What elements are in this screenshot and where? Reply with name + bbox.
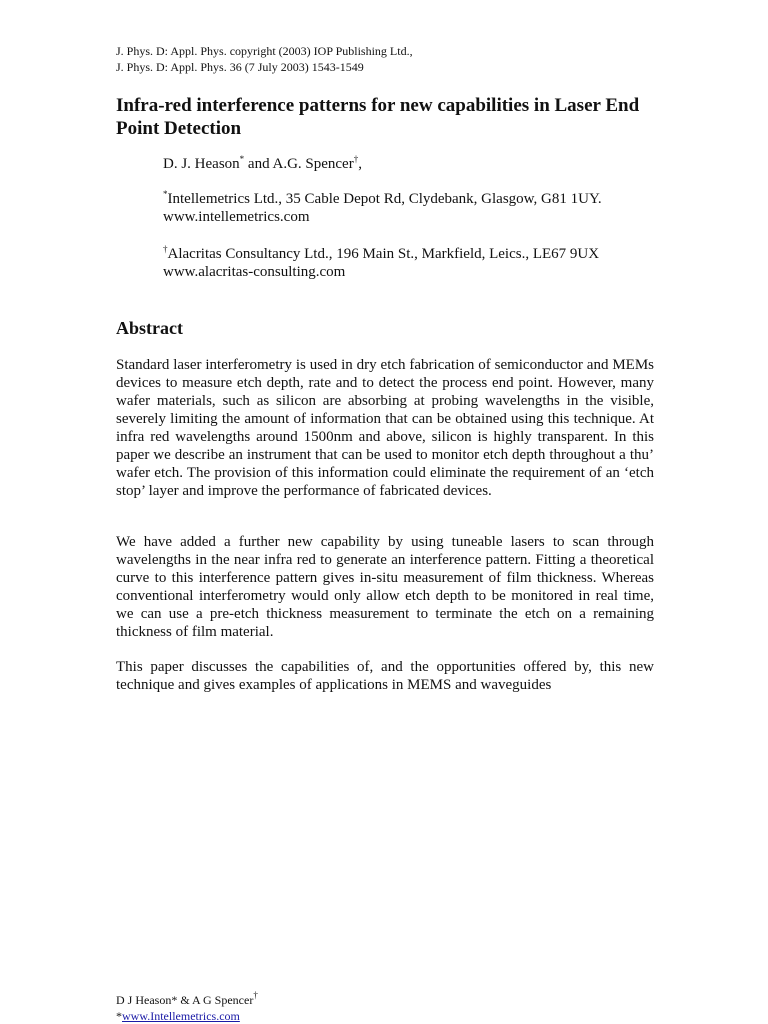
author-1-name: D. J. Heason: [163, 156, 240, 172]
author-1-mark: *: [239, 154, 245, 164]
author-list-trailing: ,: [358, 156, 362, 172]
page-footer: [116, 992, 258, 1024]
footer-authors: D J Heason* & A G Spencer: [116, 993, 254, 1007]
author-connector: and A.G. Spencer: [244, 156, 354, 172]
affiliation-1: [163, 190, 602, 226]
abstract-paragraph-1: Standard laser interferometry is used in dry etch fabrication of semiconductor and MEMs devices to measure etch depth, rate and to detect the process end point. However, many wafer materials, such as silicon are absorbing at probing wavelengths in the visible, severely limiting the amount of information that can be obtained using this technique. At infra red wavelengths around 1500nm and above, silicon is highly transparent. In this paper we describe an instrument that can be used to monitor etch depth throughout a thu’ wafer etch. The provision of this information could eliminate the requirement of an ‘etch stop’ layer and improve the performance of fabricated devices.: [116, 357, 654, 499]
paper-page: [116, 0, 654, 1024]
affiliation-2-mark: †: [163, 244, 168, 254]
affiliation-2-url: www.alacritas-consulting.com: [163, 264, 346, 280]
abstract-paragraph-2: We have added a further new capability by using tuneable lasers to scan through wavelengths in the near infra red to generate an interference pattern. Fitting a theoretical curve to this interference pattern gives in-situ measurement of film thickness. Whereas conventional interferometry would only allow etch depth to be monitored in real time, we can use a pre-etch thickness measurement to terminate the etch on a remaining thickness of film material.: [116, 534, 654, 640]
footer-authors-mark: †: [253, 990, 258, 1000]
affiliation-1-address: Intellemetrics Ltd., 35 Cable Depot Rd, Clydebank, Glasgow, G81 1UY.: [167, 191, 602, 207]
footer-website-link[interactable]: www.Intellemetrics.com: [122, 1009, 240, 1023]
journal-citation-line-2: J. Phys. D: Appl. Phys. 36 (7 July 2003) 1543-1549: [116, 60, 364, 74]
author-list: [163, 155, 362, 173]
journal-citation-line-1: J. Phys. D: Appl. Phys. copyright (2003) IOP Publishing Ltd.,: [116, 44, 413, 58]
abstract-heading: Abstract: [116, 318, 183, 338]
affiliation-1-mark: *: [163, 189, 168, 199]
affiliation-2: [163, 245, 599, 281]
journal-citation: [116, 43, 413, 75]
affiliation-1-url: www.intellemetrics.com: [163, 209, 310, 225]
affiliation-2-address: Alacritas Consultancy Ltd., 196 Main St., Markfield, Leics., LE67 9UX: [167, 246, 600, 262]
paper-title: Infra-red interference patterns for new capabilities in Laser End Point Detection: [116, 95, 640, 139]
author-2-mark: †: [353, 154, 359, 164]
footer-link-prefix: *: [116, 1009, 122, 1023]
abstract-paragraph-3: This paper discusses the capabilities of, and the opportunities offered by, this new technique and gives examples of applications in MEMS and waveguides: [116, 659, 654, 693]
